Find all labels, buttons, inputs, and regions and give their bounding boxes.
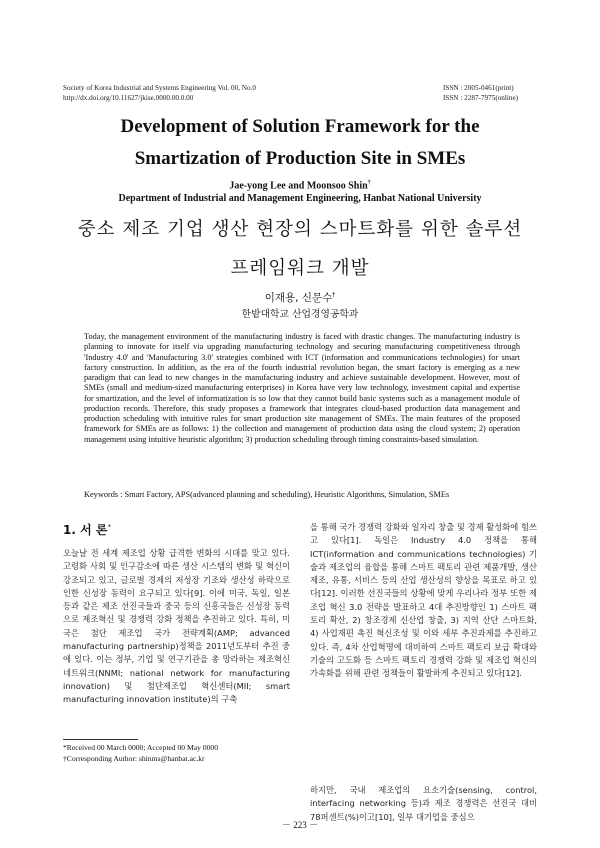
section-mark: * xyxy=(107,523,111,531)
doi-link[interactable]: http://dx.doi.org/10.11627/jkise.0000.00.0.00 xyxy=(63,93,194,102)
paper-title-line-2: Smartization of Production Site in SMEs xyxy=(134,148,466,169)
section-heading xyxy=(63,521,111,538)
footnote-received: *Received 00 March 0000; Accepted 00 May 0000 xyxy=(63,743,218,752)
page-number: － 223 － xyxy=(281,820,318,830)
journal-name: Society of Korea Industrial and Systems Engineering Vol. 00, No.0 xyxy=(63,84,256,92)
body-text-left: 오늘날 전 세계 제조업 상황 급격한 변화의 시대를 맞고 있다. 고령화 사회 및 인구감소에 따른 생산 시스템의 변화 및 혁신이 강조되고 있고, 글로벌 경제의 저성장 기조와 생산성 하락으로 인한 신성장 동력이 요구되고 있다[9]. 이에 미국, 독일, 일본 등과 같은 제조 선진국들과 중국 등의 신흥국들은 신성장 동력으로 제조혁신 및 경쟁력 강화 정책을 추진하고 있다. 특히, 미국은 첨단 제조업 국가 전략계획(AMP; advanced manufacturing partnership)정책을 2011년도부터 추진 중에 있다. 이는 정부, 기업 및 연구기관을 총 망라하는 제조혁신네트워크(NNMI; national network for manufacturing innovation) 및 첨단제조업 혁신센터(MII; smart manufacturing innovation institute)의 구축 xyxy=(63,548,290,705)
body-text-right-continued: 하지만, 국내 제조업의 요소기술(sensing, control, interfacing networking 등)과 제조 경쟁력은 선진국 대비 78퍼센트(%)이고[10], 일부 대기업을 중심으 xyxy=(310,785,537,822)
paper-title-line-1: Development of Solution Framework for the xyxy=(120,116,480,137)
authors xyxy=(40,180,560,191)
korean-title-line-1: 중소 제조 기업 생산 현장의 스마트화를 위한 솔루션 xyxy=(77,219,523,240)
affiliation: Department of Industrial and Management Engineering, Hanbat National University xyxy=(118,193,482,204)
abstract: Today, the management environment of the manufacturing industry is faced with drastic changes. The manufacturing industry is planning to innovate for itself via upgrading manufacturing technology and securing manufacturing competitiveness through 'Industry 4.0' and 'Manufacturing 3.0' strategies combined with ICT (information and communications technologies) for smart factory construction. In addition, as the era of the fourth industrial revolution began, the smart factory is emerging as a new paradigm that can lead to new changes in the manufacturing industry and achieve sustainable development. However, most of SMEs (small and medium-sized manufacturing enterprises) in Korea have very low technology, investment capital and expertise for smartization, and the level of informatization is so low that they cannot build basic systems such as a management module of production records. Therefore, this study proposes a framework that integrates cloud-based production data management and production scheduling with intuitive rules for smart production site management of SMEs. The main features of the proposed framework for SMEs are as follows: 1) the collection and management of production data using the cloud system; 2) operation management using intuitive heuristic algorithm; 3) production scheduling through timing constraints-based simulation. xyxy=(84,332,520,444)
footnote-corresponding: †Corresponding Author: shinms@hanbat.ac.kr xyxy=(63,754,205,763)
issn-block xyxy=(443,84,518,103)
korean-affiliation: 한밭대학교 산업경영공학과 xyxy=(241,309,359,320)
journal-header xyxy=(63,84,256,103)
body-text-right: 을 통해 국가 경쟁력 강화와 일자리 창출 및 경제 활성화에 힘쓰고 있다[1]. 독일은 Industry 4.0 정책을 통해 ICT(information and communications technologies) 기술과 제조업의 융합을 통해 스마트 팩토리 관련 제품개발, 생산제조, 유통, 서비스 등의 산업 생산성의 향상을 목표로 하고 있다[12]. 이러한 선진국들의 상황에 맞게 우리나라 정부 또한 제조업 혁신 3.0 전략을 발표하고 4대 추진방향인 1) 스마트 팩토리 확산, 2) 창조경제 신산업 창출, 3) 지역 산단 스마트화, 4) 사업재편 촉진 혁신조성 및 이와 세부 추진과제를 추진하고 있다. 즉, 4차 산업혁명에 대비하여 스마트 팩토리 보급 확대와 기술의 고도화 등 스마트 팩토리 경쟁력 강화 및 제조업 혁신의 가속화를 위해 관련 정책들이 활발하게 추진되고 있다[12]. xyxy=(310,522,537,679)
author-names: Jae-yong Lee and Moonsoo Shin xyxy=(229,180,368,192)
section-title: 1. 서 론 xyxy=(63,523,108,537)
korean-authors xyxy=(40,290,560,305)
issn-print: ISSN : 2005-0461(print) xyxy=(443,84,514,92)
korean-author-names: 이재용, 신문수 xyxy=(264,292,333,304)
keywords: Keywords : Smart Factory, APS(advanced planning and scheduling), Heuristic Algorithms, Simulation, SMEs xyxy=(84,490,450,499)
footnote-divider xyxy=(63,739,138,740)
issn-online: ISSN : 2287-7975(online) xyxy=(443,93,519,102)
korean-corresponding-mark: † xyxy=(332,291,336,299)
korean-title-line-2: 프레임워크 개발 xyxy=(230,258,370,279)
corresponding-mark: † xyxy=(367,180,371,186)
